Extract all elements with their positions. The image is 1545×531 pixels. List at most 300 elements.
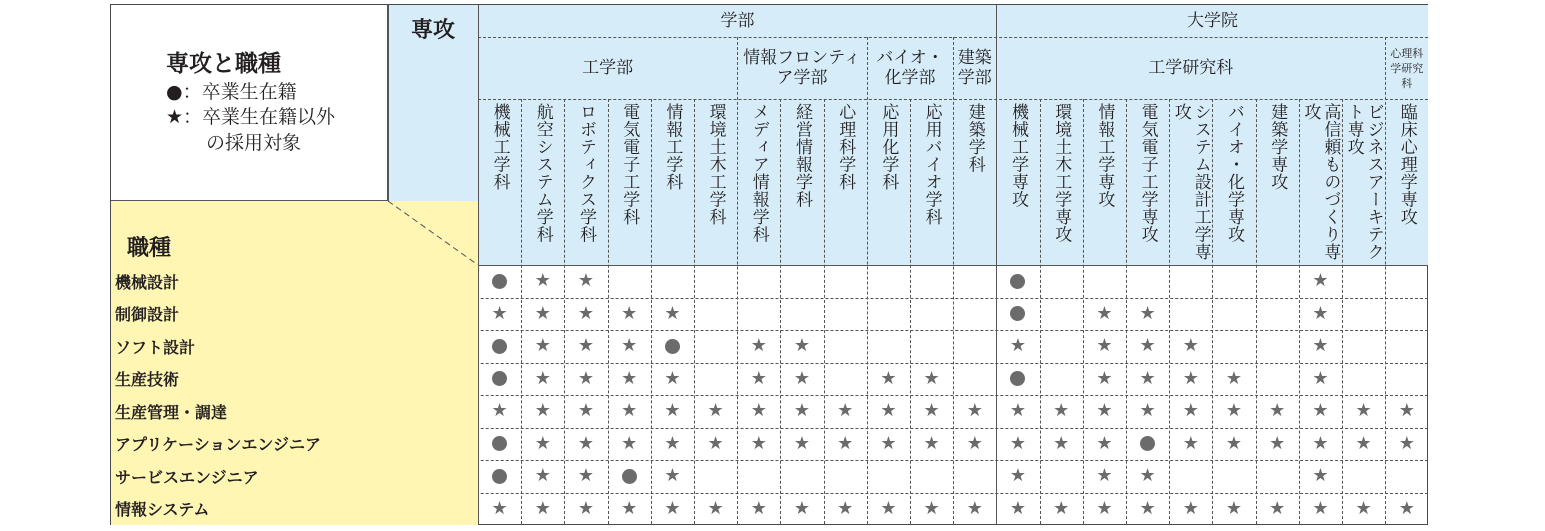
major-label: 専攻 xyxy=(411,18,456,43)
table-cell xyxy=(694,428,737,461)
star-icon: ★ xyxy=(664,302,681,324)
table-cell xyxy=(478,265,521,298)
table-cell xyxy=(780,395,823,428)
star-icon: ★ xyxy=(1096,335,1113,357)
star-icon: ★ xyxy=(1312,335,1329,357)
star-icon: ★ xyxy=(837,497,854,519)
star-icon: ★ xyxy=(1182,497,1199,519)
table-cell xyxy=(1212,363,1255,396)
dot-icon xyxy=(492,339,507,354)
column-header-label: 電気電子工学専攻 xyxy=(1137,103,1158,243)
table-cell xyxy=(1040,493,1083,526)
star-icon: ★ xyxy=(880,432,897,454)
column-header xyxy=(824,99,867,265)
star-icon: ★ xyxy=(793,400,811,422)
table-cell xyxy=(824,298,867,331)
table-cell xyxy=(1342,493,1385,526)
star-icon: ★ xyxy=(1009,400,1027,422)
star-icon: ★ xyxy=(1009,335,1027,357)
star-icon: ★ xyxy=(577,270,595,292)
star-icon: ★ xyxy=(1009,465,1027,487)
table-cell xyxy=(1385,298,1428,331)
table-cell xyxy=(1256,428,1299,461)
table-cell xyxy=(1083,298,1126,331)
table-cell xyxy=(953,298,996,331)
star-icon: ★ xyxy=(880,400,897,422)
table-cell xyxy=(1169,298,1212,331)
table-cell xyxy=(608,493,651,526)
star-icon: ★ xyxy=(793,497,811,519)
star-icon: ★ xyxy=(1398,400,1415,422)
table-cell xyxy=(1169,460,1212,493)
star-icon: ★ xyxy=(577,432,595,454)
table-cell xyxy=(910,460,953,493)
star-icon: ★ xyxy=(491,497,508,519)
column-header-label: 心理科学科 xyxy=(835,103,856,191)
star-icon: ★ xyxy=(621,497,638,519)
star-icon: ★ xyxy=(534,302,551,324)
column-header-label: 電気電子工学科 xyxy=(619,103,640,226)
star-icon: ★ xyxy=(966,497,983,519)
column-header-label: 機械工学科 xyxy=(489,103,510,191)
column-header xyxy=(1256,99,1299,265)
star-icon: ★ xyxy=(707,432,724,454)
table-cell xyxy=(1299,330,1342,363)
table-cell xyxy=(737,395,780,428)
table-cell xyxy=(867,363,910,396)
table-cell xyxy=(478,428,521,461)
star-icon: ★ xyxy=(1182,335,1199,357)
table-cell xyxy=(1342,363,1385,396)
dot-icon xyxy=(1010,306,1025,321)
table-cell xyxy=(1126,330,1169,363)
table-cell xyxy=(694,298,737,331)
dot-icon xyxy=(622,469,637,484)
star-icon: ★ xyxy=(1312,497,1329,519)
star-icon: ★ xyxy=(966,400,983,422)
column-header-label: 情報工学科 xyxy=(662,103,683,191)
table-cell xyxy=(564,395,607,428)
column-header-label: バイオ・化学専攻 xyxy=(1223,103,1244,243)
star-icon: ★ xyxy=(664,367,681,389)
star-icon: ★ xyxy=(534,432,551,454)
table-cell xyxy=(1212,428,1255,461)
dot-icon: ● xyxy=(166,81,183,103)
table-cell xyxy=(521,460,564,493)
column-header xyxy=(1083,99,1126,265)
star-icon: ★ xyxy=(577,302,595,324)
table-cell xyxy=(608,330,651,363)
table-cell xyxy=(521,298,564,331)
table-cell xyxy=(694,460,737,493)
star-icon: ★ xyxy=(966,432,983,454)
column-header-label: 経営情報学科 xyxy=(791,103,812,208)
table-cell xyxy=(1385,265,1428,298)
column-header-label: ロボティクス学科 xyxy=(575,103,596,243)
table-cell xyxy=(1299,363,1342,396)
table-cell xyxy=(867,395,910,428)
column-header xyxy=(737,99,780,265)
table-cell xyxy=(737,460,780,493)
column-header-label: メディア情報学科 xyxy=(748,103,769,243)
table-cell xyxy=(694,265,737,298)
job-row-label: サービスエンジニア xyxy=(111,460,478,493)
job-row-label: 情報システム xyxy=(111,493,478,526)
table-cell xyxy=(824,330,867,363)
star-icon: ★ xyxy=(1182,400,1199,422)
table-cell xyxy=(478,330,521,363)
star-icon: ★ xyxy=(621,400,638,422)
table-cell xyxy=(1299,493,1342,526)
table-cell xyxy=(521,493,564,526)
star-icon: ★ xyxy=(1096,367,1113,389)
star-icon: ★ xyxy=(491,400,508,422)
table-cell xyxy=(824,395,867,428)
table-cell xyxy=(564,330,607,363)
dot-icon xyxy=(1010,274,1025,289)
table-cell xyxy=(953,265,996,298)
table-cell xyxy=(478,493,521,526)
table-cell xyxy=(564,363,607,396)
table-cell xyxy=(996,363,1039,396)
table-cell xyxy=(1126,460,1169,493)
star-icon: ★ xyxy=(621,432,638,454)
legend-star: ★：卒業生在籍以外 xyxy=(166,106,336,128)
column-header xyxy=(608,99,651,265)
star-icon: ★ xyxy=(793,367,811,389)
table-cell xyxy=(1212,395,1255,428)
table-cell xyxy=(1169,363,1212,396)
table-cell xyxy=(564,493,607,526)
subgroup-engineering-grad: 工学研究科 xyxy=(1148,58,1234,78)
table-cell xyxy=(651,363,694,396)
star-icon: ★ xyxy=(837,400,854,422)
table-cell xyxy=(1256,330,1299,363)
table-cell xyxy=(1342,265,1385,298)
table-cell xyxy=(780,298,823,331)
table-cell xyxy=(651,298,694,331)
star-icon: ★ xyxy=(707,497,724,519)
table-cell xyxy=(780,493,823,526)
table-cell xyxy=(737,363,780,396)
column-header xyxy=(1342,99,1385,265)
table-cell xyxy=(1040,428,1083,461)
table-cell xyxy=(737,428,780,461)
star-icon: ★ xyxy=(1096,465,1113,487)
table-cell xyxy=(824,460,867,493)
star-icon: ★ xyxy=(1096,302,1113,324)
table-cell xyxy=(651,265,694,298)
table-cell xyxy=(867,460,910,493)
table-cell xyxy=(1126,428,1169,461)
subgroup-bio-chem: バイオ・化学部 xyxy=(876,48,944,88)
job-row-label: ソフト設計 xyxy=(111,330,478,363)
table-cell xyxy=(1040,298,1083,331)
group-graduate: 大学院 xyxy=(1187,11,1238,31)
table-cell xyxy=(996,298,1039,331)
table-cell xyxy=(1385,330,1428,363)
table-cell xyxy=(867,493,910,526)
column-header-label: 情報工学専攻 xyxy=(1094,103,1115,208)
table-cell xyxy=(1212,493,1255,526)
column-header-label: システム設計工学専攻 xyxy=(1170,103,1211,261)
table-cell xyxy=(1126,265,1169,298)
star-icon: ★ xyxy=(1355,432,1372,454)
table-cell xyxy=(1040,460,1083,493)
star-icon: ★ xyxy=(1398,432,1415,454)
star-icon: ★ xyxy=(1355,400,1372,422)
star-icon: ★ xyxy=(1096,400,1113,422)
table-cell xyxy=(824,363,867,396)
job-row-label: 制御設計 xyxy=(111,298,478,331)
table-cell xyxy=(1040,363,1083,396)
table-cell xyxy=(996,265,1039,298)
table-cell xyxy=(478,460,521,493)
table-cell xyxy=(824,265,867,298)
star-icon: ★ xyxy=(534,367,551,389)
table-cell xyxy=(521,428,564,461)
table-cell xyxy=(910,330,953,363)
column-header-label: 建築学専攻 xyxy=(1267,103,1288,191)
job-row-label: 機械設計 xyxy=(111,265,478,298)
star-icon: ★ xyxy=(1139,335,1156,357)
table-title: 専攻と職種 xyxy=(166,51,281,77)
table-cell xyxy=(1342,395,1385,428)
table-cell xyxy=(1385,363,1428,396)
star-icon: ★ xyxy=(1182,367,1199,389)
table-cell xyxy=(1212,330,1255,363)
star-icon: ★ xyxy=(491,302,508,324)
column-header xyxy=(1169,99,1212,265)
star-icon: ★ xyxy=(1269,497,1286,519)
table-cell xyxy=(1040,330,1083,363)
column-header xyxy=(1126,99,1169,265)
table-cell xyxy=(953,330,996,363)
star-icon: ★ xyxy=(750,432,767,454)
table-cell xyxy=(996,428,1039,461)
star-icon: ★ xyxy=(621,302,638,324)
table-cell xyxy=(564,428,607,461)
table-cell xyxy=(910,493,953,526)
table-cell xyxy=(1299,298,1342,331)
table-cell xyxy=(996,493,1039,526)
table-cell xyxy=(694,330,737,363)
star-icon: ★ xyxy=(707,400,724,422)
table-cell xyxy=(867,265,910,298)
column-header xyxy=(910,99,953,265)
star-icon: ★ xyxy=(750,497,767,519)
star-icon: ★ xyxy=(534,335,551,357)
star-icon: ★ xyxy=(1269,432,1286,454)
table-cell xyxy=(521,395,564,428)
column-header-label: 機械工学専攻 xyxy=(1007,103,1028,208)
star-icon: ★ xyxy=(750,367,767,389)
table-cell xyxy=(1385,460,1428,493)
column-header xyxy=(521,99,564,265)
table-cell xyxy=(651,493,694,526)
star-icon: ★ xyxy=(1225,432,1243,454)
table-cell xyxy=(1299,428,1342,461)
job-row-label: アプリケーションエンジニア xyxy=(111,428,478,461)
table-cell xyxy=(1126,298,1169,331)
table-cell xyxy=(1299,395,1342,428)
star-icon: ★ xyxy=(577,400,595,422)
star-icon: ★ xyxy=(880,367,897,389)
column-header xyxy=(996,99,1039,265)
column-header xyxy=(564,99,607,265)
table-cell xyxy=(1385,493,1428,526)
star-icon: ★ xyxy=(1053,400,1070,422)
star-icon: ★ xyxy=(923,400,940,422)
star-icon: ★ xyxy=(880,497,897,519)
subgroup-psychology-grad: 心理科学研究科 xyxy=(1390,46,1424,90)
table-cell xyxy=(780,460,823,493)
table-cell xyxy=(564,298,607,331)
column-header xyxy=(694,99,737,265)
table-cell xyxy=(1256,493,1299,526)
table-cell xyxy=(478,395,521,428)
star-icon: ★ xyxy=(1182,432,1199,454)
star-icon: ★ xyxy=(1312,432,1329,454)
column-header-label: 臨床心理学専攻 xyxy=(1396,103,1417,226)
star-icon: ★ xyxy=(664,465,681,487)
table-cell xyxy=(737,493,780,526)
legend-dot: ●：卒業生在籍 xyxy=(166,81,297,103)
star-icon: ★ xyxy=(923,367,940,389)
table-cell xyxy=(564,460,607,493)
column-header-label: 高信頼ものづくり専攻 xyxy=(1300,103,1341,261)
table-cell xyxy=(1169,428,1212,461)
table-cell xyxy=(694,493,737,526)
table-cell xyxy=(996,395,1039,428)
table-cell xyxy=(867,428,910,461)
star-icon: ★ xyxy=(664,497,681,519)
dot-icon xyxy=(492,274,507,289)
table-cell xyxy=(1256,460,1299,493)
dot-icon xyxy=(492,371,507,386)
table-cell xyxy=(1342,330,1385,363)
star-icon: ★ xyxy=(793,335,811,357)
star-icon: ★ xyxy=(1312,465,1329,487)
table-cell xyxy=(1256,265,1299,298)
table-cell xyxy=(1126,363,1169,396)
table-cell xyxy=(1169,330,1212,363)
column-header xyxy=(1040,99,1083,265)
table-cell xyxy=(608,395,651,428)
star-icon: ★ xyxy=(1139,400,1156,422)
table-cell xyxy=(1083,265,1126,298)
star-icon: ★ xyxy=(577,367,595,389)
star-icon: ★ xyxy=(621,335,638,357)
subgroup-engineering: 工学部 xyxy=(582,58,634,78)
star-icon: ★ xyxy=(1225,400,1243,422)
recruitment-matrix-table xyxy=(110,4,1428,525)
table-cell xyxy=(737,298,780,331)
legend-box xyxy=(111,5,388,201)
star-icon: ★ xyxy=(793,432,811,454)
table-cell xyxy=(608,428,651,461)
star-icon: ★ xyxy=(1139,497,1156,519)
table-cell xyxy=(737,330,780,363)
table-cell xyxy=(737,265,780,298)
table-cell xyxy=(953,460,996,493)
dot-icon xyxy=(492,469,507,484)
star-icon: ★ xyxy=(750,335,767,357)
column-header-label: ビジネスアーキテクト専攻 xyxy=(1343,103,1384,261)
table-cell xyxy=(1212,265,1255,298)
star-icon: ★ xyxy=(1355,497,1372,519)
star-icon: ★ xyxy=(1139,367,1156,389)
table-cell xyxy=(1212,298,1255,331)
table-cell xyxy=(521,330,564,363)
table-cell xyxy=(1212,460,1255,493)
job-row-label: 生産管理・調達 xyxy=(111,395,478,428)
star-icon: ★ xyxy=(1053,497,1070,519)
table-cell xyxy=(651,395,694,428)
group-undergraduate: 学部 xyxy=(720,11,755,31)
table-cell xyxy=(608,298,651,331)
column-header xyxy=(780,99,823,265)
star-icon: ★ xyxy=(837,432,854,454)
column-header xyxy=(478,99,521,265)
column-header xyxy=(1212,99,1255,265)
table-cell xyxy=(910,395,953,428)
star-icon: ★ xyxy=(1139,302,1156,324)
star-icon: ★ xyxy=(1312,367,1329,389)
star-icon: ★ xyxy=(1269,400,1286,422)
table-cell xyxy=(780,428,823,461)
star-icon: ★ xyxy=(923,432,940,454)
star-icon: ★ xyxy=(577,497,595,519)
star-icon: ★ xyxy=(1312,270,1329,292)
table-cell xyxy=(1256,363,1299,396)
star-icon: ★ xyxy=(1312,400,1329,422)
table-cell xyxy=(1083,395,1126,428)
table-cell xyxy=(1126,493,1169,526)
star-icon: ★ xyxy=(1225,367,1243,389)
table-cell xyxy=(1385,428,1428,461)
table-cell xyxy=(608,460,651,493)
subgroup-info-frontier: 情報フロンティア学部 xyxy=(743,48,861,88)
star-icon: ★ xyxy=(621,367,638,389)
dot-icon xyxy=(492,436,507,451)
table-cell xyxy=(651,330,694,363)
star-icon: ★ xyxy=(1139,465,1156,487)
table-cell xyxy=(1256,298,1299,331)
star-icon: ★ xyxy=(534,465,551,487)
star-icon: ★ xyxy=(1096,497,1113,519)
table-cell xyxy=(867,330,910,363)
table-cell xyxy=(910,298,953,331)
table-cell xyxy=(1083,460,1126,493)
table-cell xyxy=(1040,395,1083,428)
grid-line xyxy=(388,5,389,201)
table-cell xyxy=(1342,298,1385,331)
star-icon: ★ xyxy=(1398,497,1415,519)
table-cell xyxy=(478,363,521,396)
table-cell xyxy=(1083,363,1126,396)
star-icon: ★ xyxy=(1009,432,1027,454)
star-icon: ★ xyxy=(750,400,767,422)
star-icon: ★ xyxy=(664,432,681,454)
table-cell xyxy=(608,265,651,298)
table-cell xyxy=(910,265,953,298)
table-cell xyxy=(824,493,867,526)
table-cell xyxy=(1169,395,1212,428)
star-icon: ★ xyxy=(577,335,595,357)
table-cell xyxy=(953,363,996,396)
table-cell xyxy=(608,363,651,396)
